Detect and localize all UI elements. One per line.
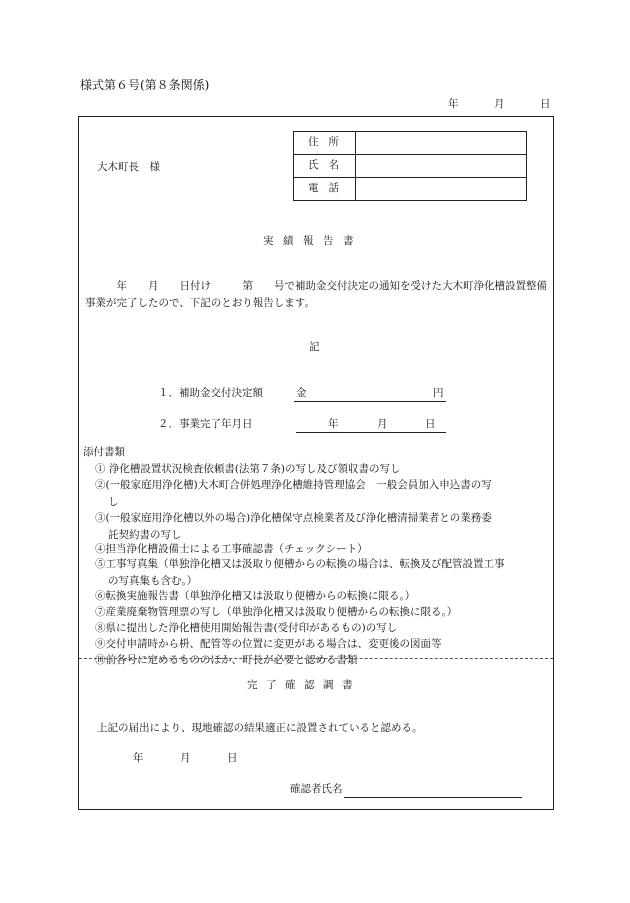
attachment-item <box>95 636 547 653</box>
attachment-line: ④担当浄化槽設備士による工事確認書（チェックシート） <box>95 543 368 555</box>
address-field[interactable] <box>356 132 527 155</box>
ki-heading: 記 <box>309 341 320 353</box>
attachment-line: ②(一般家庭用浄化槽)大木町合併処理浄化槽維持管理協会 一般会員加入申込書の写 <box>95 479 492 491</box>
attachment-item <box>95 620 547 637</box>
completion-date-month: 月 <box>377 418 388 430</box>
attachment-line: ⑨交付申請時から枡、配管等の位置に変更がある場合は、変更後の図面等 <box>95 638 442 650</box>
report-title: 実績報告書 <box>263 235 363 247</box>
header-date-month: 月 <box>494 98 505 110</box>
applicant-row-phone <box>294 178 527 201</box>
attachment-item <box>95 461 547 478</box>
grant-amount-field[interactable] <box>294 401 446 402</box>
confirm-date-year: 年 <box>133 752 144 764</box>
attachment-item <box>95 588 547 605</box>
attachment-line: ⑧県に提出した浄化槽使用開始報告書(受付印があるもの)の写し <box>95 622 398 634</box>
applicant-row-address <box>294 132 527 155</box>
grant-amount-label: １．補助金交付決定額 <box>158 387 263 399</box>
section-divider <box>79 658 553 659</box>
confirm-title: 完了確認調書 <box>247 679 361 691</box>
attachment-item <box>95 604 547 621</box>
form-label: 様式第６号(第８条関係) <box>80 78 210 92</box>
applicant-row-name <box>294 155 527 178</box>
grant-amount-suffix: 円 <box>433 387 444 399</box>
attachment-line: ③(一般家庭用浄化槽以外の場合)浄化槽保守点検業者及び浄化槽清掃業者との業務委 <box>95 512 492 524</box>
address-label: 住所 <box>294 132 356 155</box>
completion-date-day: 日 <box>425 418 436 430</box>
name-field[interactable] <box>356 155 527 178</box>
completion-date-label: ２．事業完了年月日 <box>158 418 253 430</box>
completion-date-field[interactable] <box>296 432 446 433</box>
confirmer-label: 確認者氏名 <box>290 783 343 795</box>
header-date-year: 年 <box>448 98 459 110</box>
phone-field[interactable] <box>356 178 527 201</box>
attachment-line: ⑦産業廃棄物管理票の写し（単独浄化槽又は汲取り便槽からの転換に限る。） <box>95 606 458 618</box>
confirmer-name-field[interactable] <box>344 797 522 798</box>
attachments-title: 添付書類 <box>83 446 125 458</box>
phone-label: 電話 <box>294 178 356 201</box>
attachment-line-cont: 託契約書の写し <box>108 528 182 541</box>
confirm-date-day: 日 <box>227 752 238 764</box>
attachment-line-cont: し <box>108 495 119 508</box>
attachment-line: ① 浄化槽設置状況検査依頼書(法第７条)の写し及び領収書の写し <box>95 463 401 475</box>
attachment-item <box>95 556 547 589</box>
name-label: 氏名 <box>294 155 356 178</box>
applicant-table <box>293 131 527 201</box>
confirm-text: 上記の届出により、現地確認の結果適正に設置されていると認める。 <box>97 722 423 734</box>
confirm-date-month: 月 <box>180 752 191 764</box>
grant-amount-prefix: 金 <box>296 387 307 399</box>
completion-date-year: 年 <box>328 418 339 430</box>
attachment-line: ⑩前各号に定めるもののほか、町長が必要と認める書類 <box>95 654 358 666</box>
attachment-item <box>95 510 547 543</box>
body-text: 年 月 日付け 第 号で補助金交付決定の通知を受けた大木町浄化槽設置整備事業が完了したので、下記のとおり報告します。 <box>85 280 547 309</box>
attachment-line-cont: の写真集も含む。） <box>108 574 198 587</box>
attachment-line: ⑥転換実施報告書（単独浄化槽又は汲取り便槽からの転換に限る。） <box>95 590 416 602</box>
attachment-item <box>95 652 547 669</box>
attachment-line: ⑤工事写真集（単独浄化槽又は汲取り便槽からの転換の場合は、転換及び配管設置工事 <box>95 558 505 570</box>
header-date-day: 日 <box>540 98 551 110</box>
addressee: 大木町長 様 <box>97 161 160 173</box>
attachment-item <box>95 477 547 510</box>
